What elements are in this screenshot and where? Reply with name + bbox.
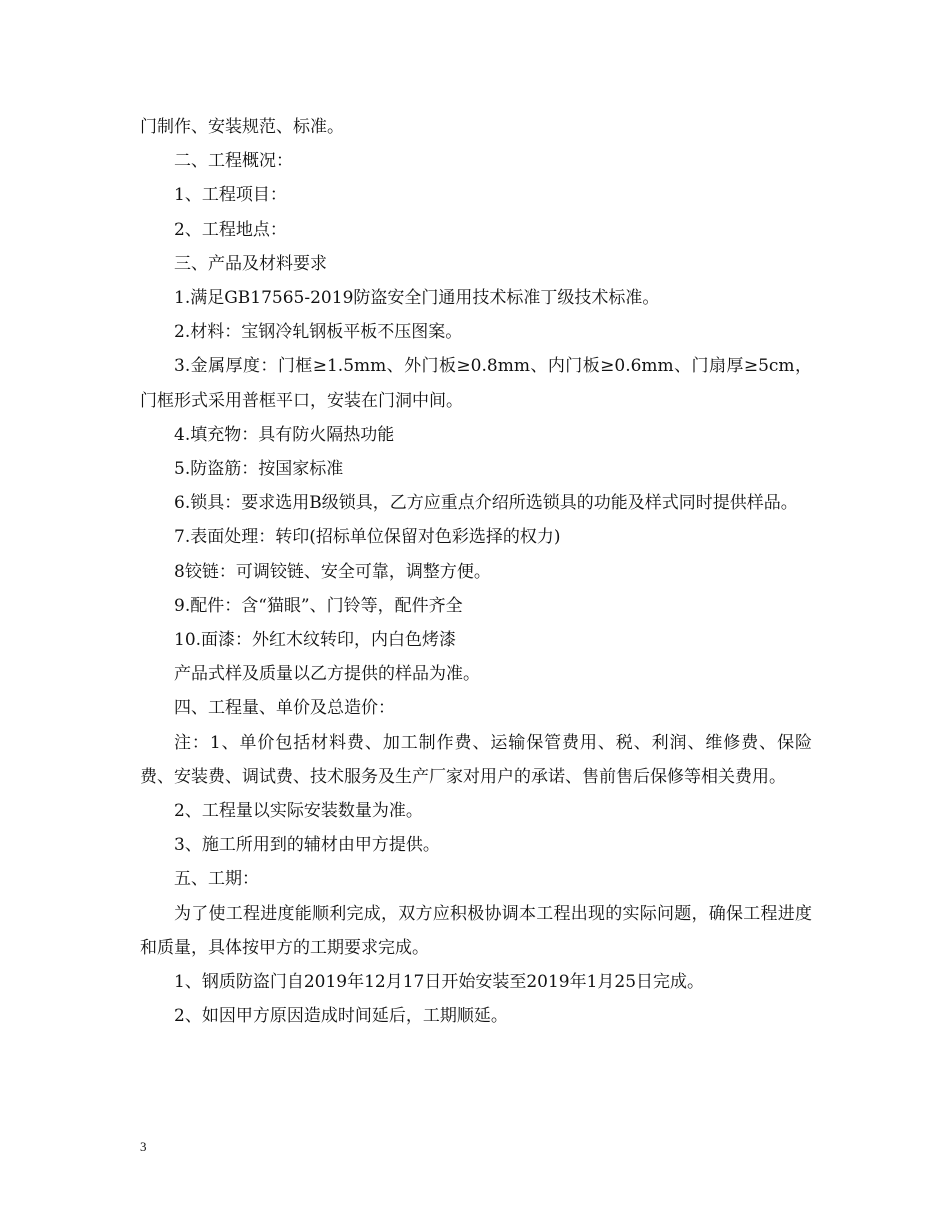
section-heading-quantity-price: 四、工程量、单价及总造价： (174, 698, 395, 719)
section-heading-product-requirements: 三、产品及材料要求 (174, 253, 327, 274)
paragraph-schedule-intro: 为了使工程进度能顺利完成，双方应积极协调本工程出现的实际问题，确保工程进度和质量，具体按甲方的工期要求完成。 (140, 903, 812, 958)
paragraph-project-location: 2、工程地点： (174, 219, 287, 240)
requirement-item-standard: 1.满足GB17565-2019防盗安全门通用技术标准丁级技术标准。 (174, 288, 660, 309)
section-heading-schedule: 五、工期： (174, 869, 259, 890)
paragraph-sample-note: 产品式样及质量以乙方提供的样品为准。 (174, 664, 480, 685)
requirement-item-anti-theft-bar: 5.防盗筋：按国家标准 (174, 459, 344, 480)
note-unit-price: 注：1、单价包括材料费、加工制作费、运输保管费用、税、利润、维修费、保险费、安装费、调试费、技术服务及生产厂家对用户的承诺、售前售后保修等相关费用。 (140, 732, 812, 787)
requirement-item-lock: 6.锁具：要求选用B级锁具，乙方应重点介绍所选锁具的功能及样式同时提供样品。 (174, 493, 798, 514)
schedule-item-dates: 1、钢质防盗门自2019年12月17日开始安装至2019年1月25日完成。 (174, 972, 705, 993)
requirement-item-hinge: 8铰链：可调铰链、安全可靠，调整方便。 (174, 561, 491, 582)
section-heading-project-overview: 二、工程概况： (174, 151, 293, 172)
page-number: 3 (140, 1139, 147, 1154)
requirement-item-accessories: 9.配件：含“猫眼”、门铃等，配件齐全 (174, 595, 463, 616)
paragraph-project-item: 1、工程项目： (174, 185, 287, 206)
note-auxiliary-materials: 3、施工所用到的辅材由甲方提供。 (174, 835, 440, 856)
paragraph-continuation: 门制作、安装规范、标准。 (140, 117, 344, 137)
requirement-item-filler: 4.填充物：具有防火隔热功能 (174, 424, 395, 445)
schedule-item-delay: 2、如因甲方原因造成时间延后，工期顺延。 (174, 1006, 508, 1027)
note-quantity: 2、工程量以实际安装数量为准。 (174, 801, 423, 822)
requirement-item-surface: 7.表面处理：转印(招标单位保留对色彩选择的权力) (174, 527, 561, 548)
requirement-item-paint: 10.面漆：外红木纹转印，内白色烤漆 (174, 630, 457, 651)
requirement-item-material: 2.材料：宝钢冷轧钢板平板不压图案。 (174, 322, 463, 343)
document-body (140, 110, 812, 1033)
requirement-item-thickness: 3.金属厚度：门框≥1.5mm、外门板≥0.8mm、内门板≥0.6mm、门扇厚≥5cm，门框形式采用普框平口，安装在门洞中间。 (140, 356, 812, 411)
